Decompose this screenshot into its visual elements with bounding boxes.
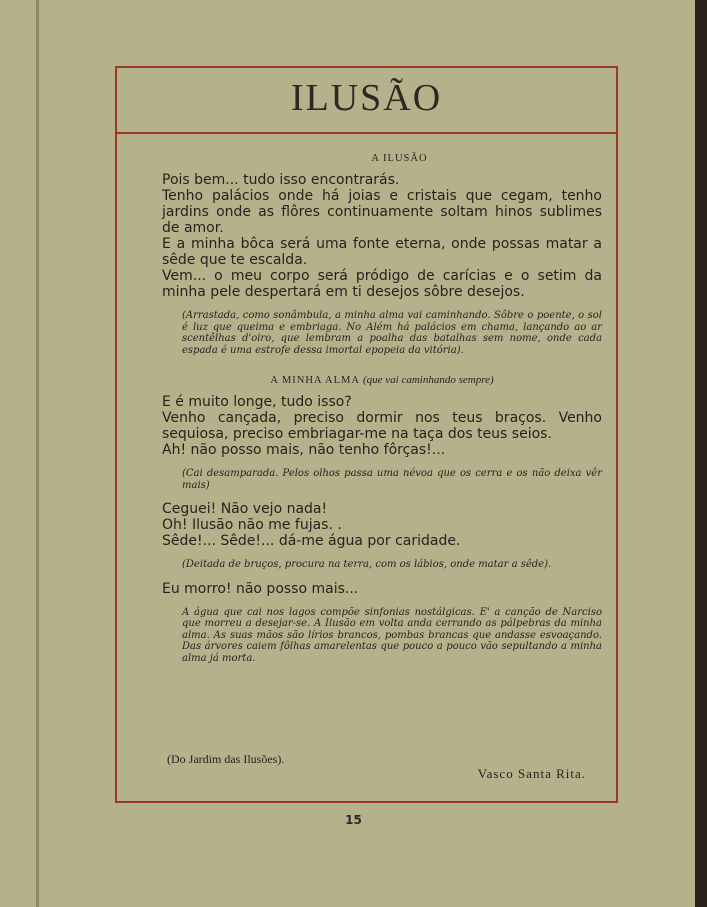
paragraph: E é muito longe, tudo isso? <box>162 394 352 410</box>
title-divider <box>117 132 616 134</box>
paragraph: Pois bem... tudo isso encontrarás. <box>162 172 400 188</box>
verse-line: Ceguei! Não vejo nada! <box>162 501 328 517</box>
section-heading-alma <box>162 374 602 386</box>
section-heading-ilusao: A ILUSÃO <box>371 153 428 164</box>
author-signature: Vasco Santa Rita. <box>477 766 586 781</box>
paragraph: Eu morro! não posso mais... <box>162 580 359 597</box>
stage-direction: (Deitada de bruços, procura na terra, com os lábios, onde matar a sêde). <box>182 559 552 570</box>
page-number: 15 <box>345 813 362 827</box>
paragraph: Venho cançada, preciso dormir nos teus braços. Venho sequiosa, preciso embriagar-me na taça dos teus seios. <box>162 410 602 442</box>
footer <box>167 752 586 792</box>
paragraph: Ah! não posso mais, não tenho fôrças!... <box>162 442 446 458</box>
section-heading-label: A MINHA ALMA <box>270 375 360 386</box>
verse-lines <box>162 501 602 549</box>
stage-direction: (Arrastada, como sonâmbula, a minha alma vai caminhando. Sôbre o poente, o sol é luz que queima e embriaga. No Além há palácios em chama, lançando ao ar scentêlhas d'oiro, que lembram a poalha das batalhas sem nome, onde cada espada é uma estrofe dessa imortal epopeia da vitória). <box>182 310 602 356</box>
verse-line: Oh! Ilusão não me fujas. . <box>162 517 342 533</box>
text-frame <box>115 66 618 803</box>
paragraph: Vem... o meu corpo será pródigo de carícias e o setim da minha pele despertará em ti desejos sôbre desejos. <box>162 268 602 300</box>
stage-direction: (Cai desamparada. Pelos olhos passa uma névoa que os cerra e os não deixa vêr mais) <box>182 468 602 491</box>
page-fold <box>36 0 39 907</box>
page-edge <box>695 0 707 907</box>
section-heading-note: (que vai caminhando sempre) <box>362 374 494 386</box>
paragraph: Tenho palácios onde há joias e cristais que cegam, tenho jardins onde as flôres continuamente soltam hinos sublimes de amor. <box>162 188 602 236</box>
paragraph: E a minha bôca será uma fonte eterna, onde possas matar a sêde que te escalda. <box>162 236 602 268</box>
source-credit: (Do Jardim das Ilusões). <box>167 752 285 766</box>
closing-stage-direction: A água que cai nos lagos compõe sinfonias nostálgicas. E' a canção de Narciso que morreu a desejar-se. A Ilusão em volta anda cerrando as pálpebras da minha alma. As suas mãos são lírios brancos, pombas brancas que andasse esvoaçando. Das árvores caiem fôlhas amarelentas que pouco a pouco vão sepultando a minha alma já morta. <box>182 606 602 664</box>
page-title: ILUSÃO <box>290 77 443 119</box>
poem-body <box>162 150 602 674</box>
verse-line: Sêde!... Sêde!... dá-me água por caridade. <box>162 533 461 549</box>
